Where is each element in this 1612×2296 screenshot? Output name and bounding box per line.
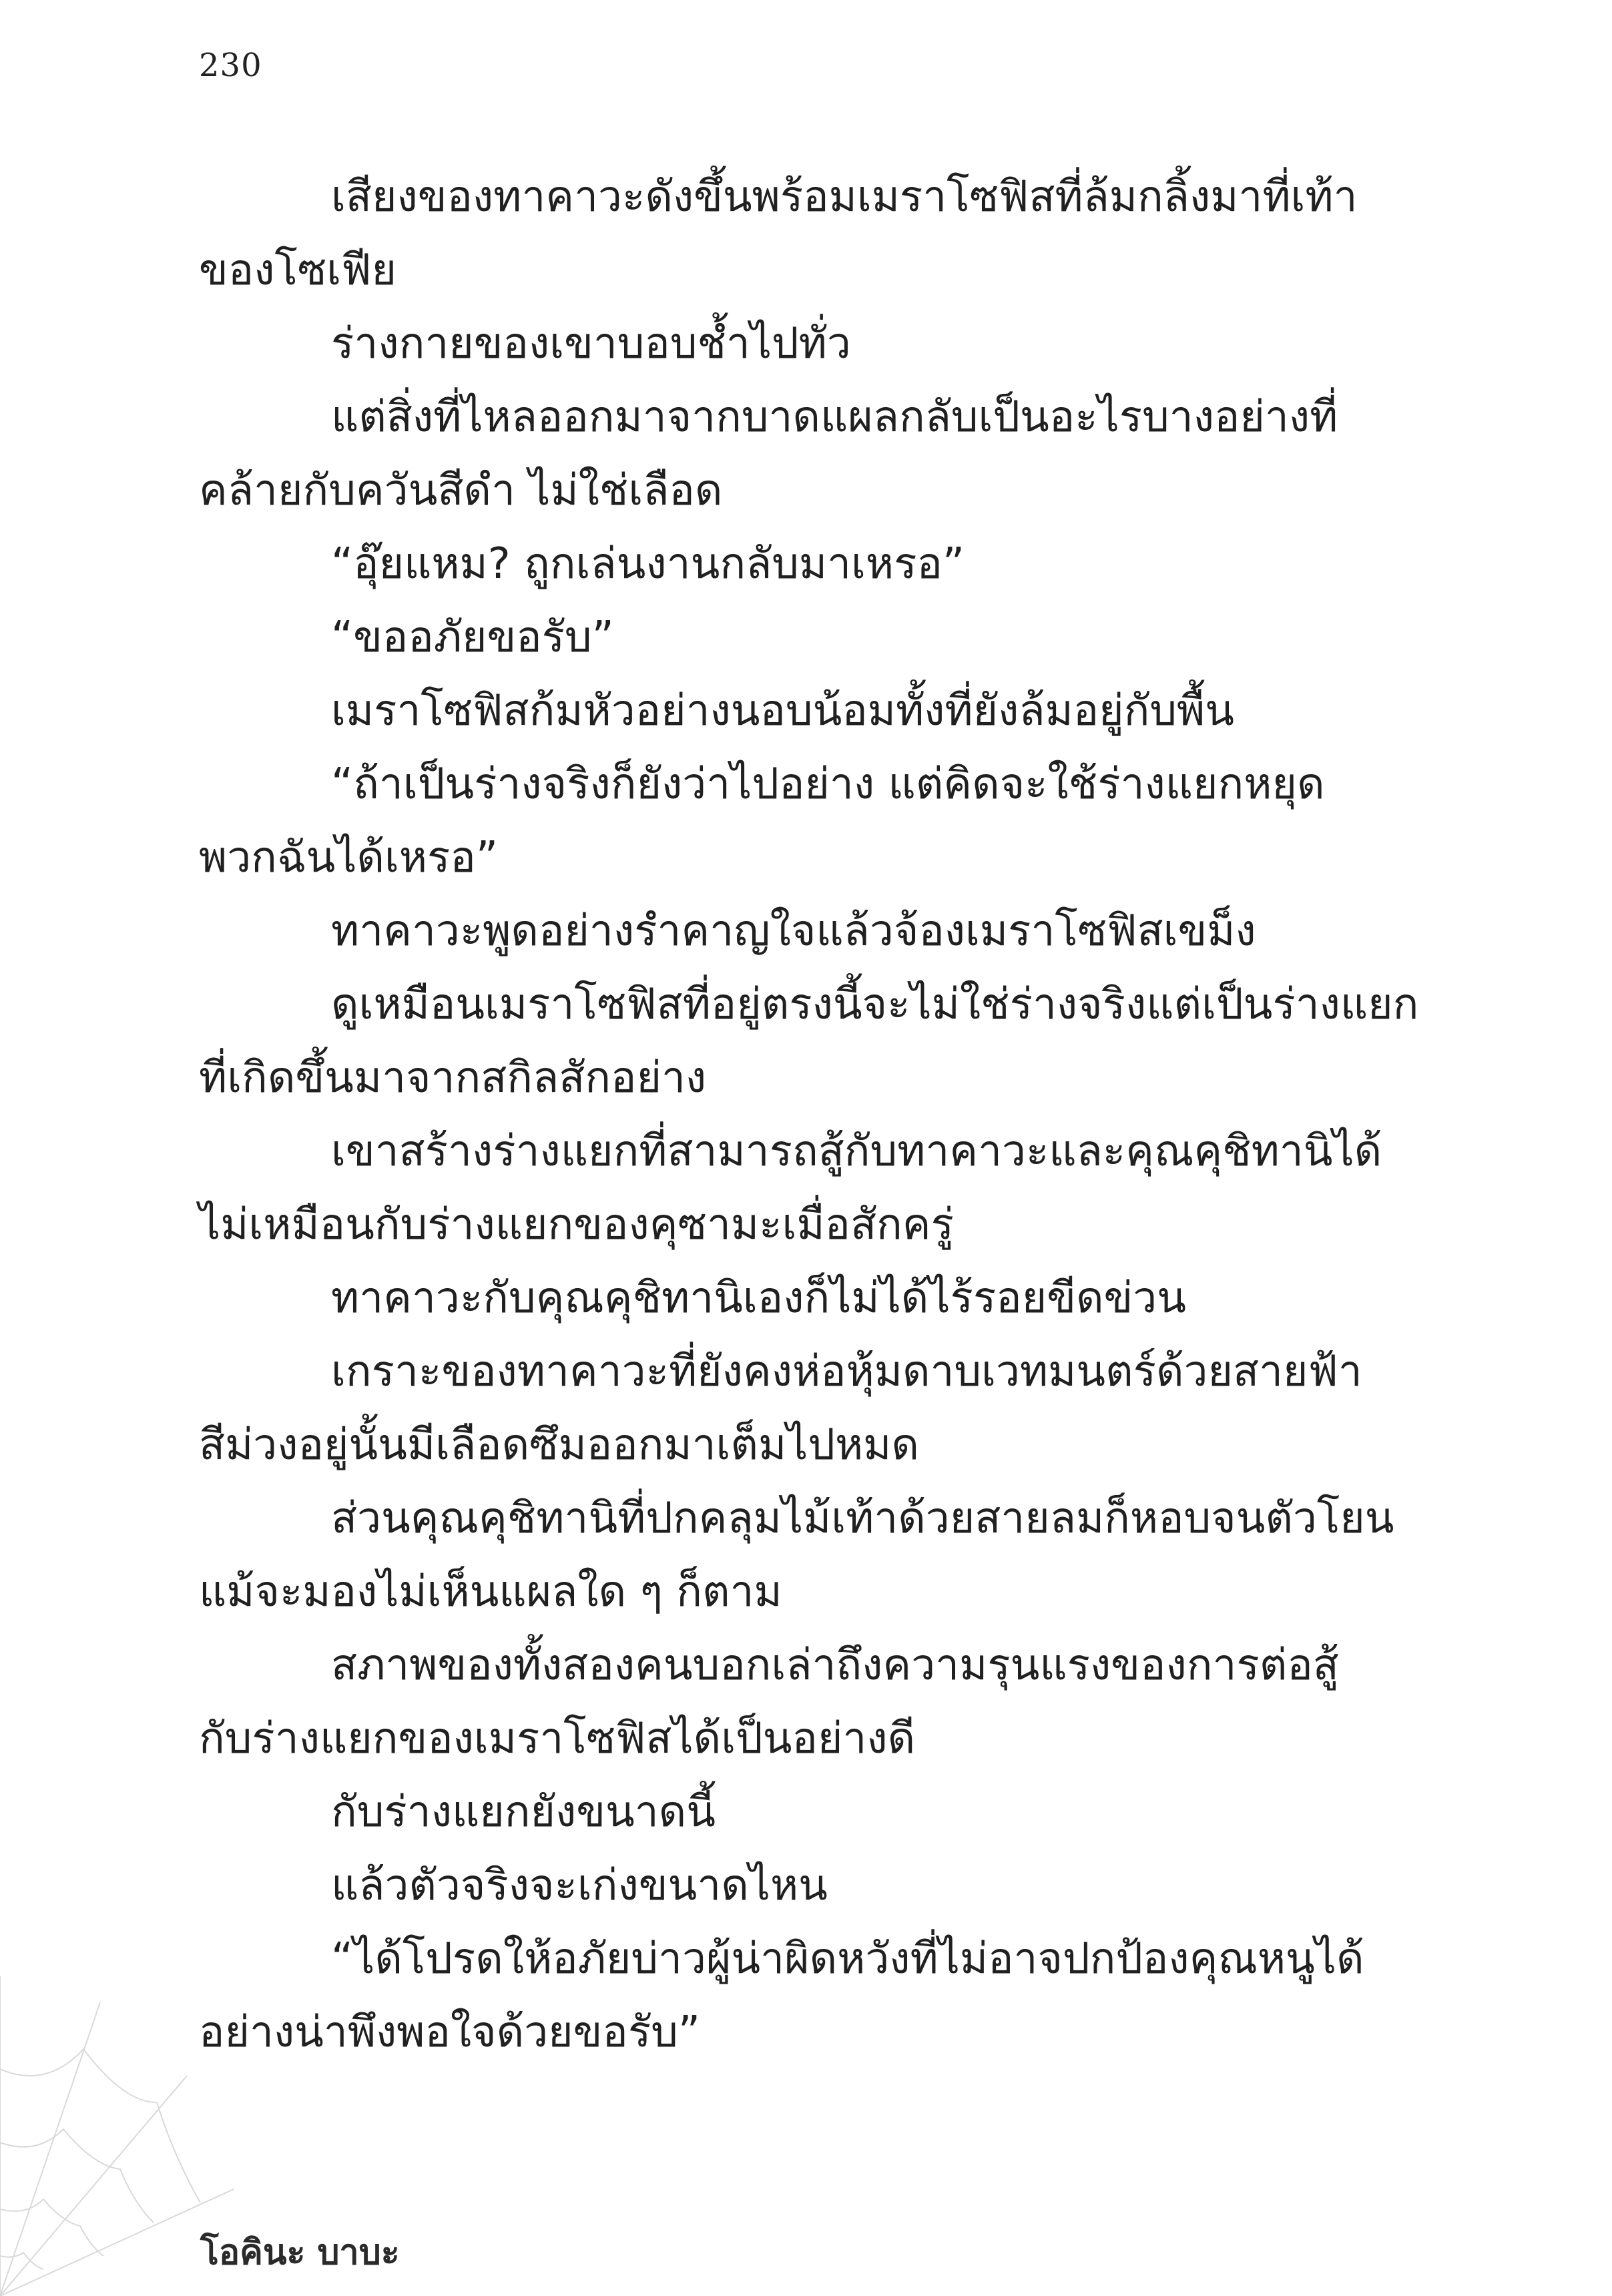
text-line: เสียงของทาคาวะดังขึ้นพร้อมเมราโซฟิสที่ล้มกลิ้งมาที่เท้า	[331, 172, 1358, 222]
text-line: คล้ายกับควันสีดำ ไม่ใช่เลือด	[199, 466, 723, 515]
text-line: ส่วนคุณคุชิทานิที่ปกคลุมไม้เท้าด้วยสายลมก็หอบจนตัวโยน	[331, 1494, 1394, 1543]
text-line: แต่สิ่งที่ไหลออกมาจากบาดแผลกลับเป็นอะไรบางอย่างที่	[331, 392, 1338, 442]
text-line: ดูเหมือนเมราโซฟิสที่อยู่ตรงนี้จะไม่ใช่ร่างจริงแต่เป็นร่างแยก	[331, 980, 1419, 1029]
text-line: เกราะของทาคาวะที่ยังคงห่อหุ้มดาบเวทมนตร์ด้วยสายฟ้า	[331, 1347, 1362, 1396]
text-line: ไม่เหมือนกับร่างแยกของคุซามะเมื่อสักครู่	[199, 1200, 954, 1249]
text-line: แม้จะมองไม่เห็นแผลใด ๆ ก็ตาม	[199, 1567, 782, 1617]
text-line: สภาพของทั้งสองคนบอกเล่าถึงความรุนแรงของการต่อสู้	[331, 1641, 1339, 1690]
text-line: แล้วตัวจริงจะเก่งขนาดไหน	[331, 1861, 828, 1910]
text-line: ร่างกายของเขาบอบช้ำไปทั่ว	[331, 319, 851, 368]
text-line: “ขออภัยขอรับ”	[331, 613, 614, 662]
page-number: 230	[199, 47, 262, 84]
text-line: ที่เกิดขึ้นมาจากสกิลสักอย่าง	[199, 1053, 707, 1103]
text-line: สีม่วงอยู่นั้นมีเลือดซึมออกมาเต็มไปหมด	[199, 1420, 919, 1470]
text-line: เขาสร้างร่างแยกที่สามารถสู้กับทาคาวะและคุณคุชิทานิได้	[331, 1127, 1382, 1176]
text-line: ทาคาวะพูดอย่างรำคาญใจแล้วจ้องเมราโซฟิสเขม็ง	[331, 906, 1256, 956]
text-line: “ได้โปรดให้อภัยบ่าวผู้น่าผิดหวังที่ไม่อาจปกป้องคุณหนูได้	[331, 1934, 1364, 1984]
text-line: ทาคาวะกับคุณคุชิทานิเองก็ไม่ได้ไร้รอยขีดข่วน	[331, 1273, 1186, 1323]
text-line: กับร่างแยกของเมราโซฟิสได้เป็นอย่างดี	[199, 1714, 916, 1763]
text-line: กับร่างแยกยังขนาดนี้	[331, 1787, 716, 1837]
text-line: “อุ๊ยแหม? ถูกเล่นงานกลับมาเหรอ”	[331, 539, 965, 589]
text-line: เมราโซฟิสก้มหัวอย่างนอบน้อมทั้งที่ยังล้มอยู่กับพื้น	[331, 686, 1234, 736]
author-name: โอคินะ บาบะ	[200, 2233, 400, 2273]
text-line: อย่างน่าพึงพอใจด้วยขอรับ”	[199, 2008, 700, 2057]
text-line: พวกฉันได้เหรอ”	[199, 833, 498, 882]
text-line: ของโซเฟีย	[199, 246, 396, 295]
text-line: “ถ้าเป็นร่างจริงก็ยังว่าไปอย่าง แต่คิดจะใช้ร่างแยกหยุด	[331, 760, 1325, 809]
